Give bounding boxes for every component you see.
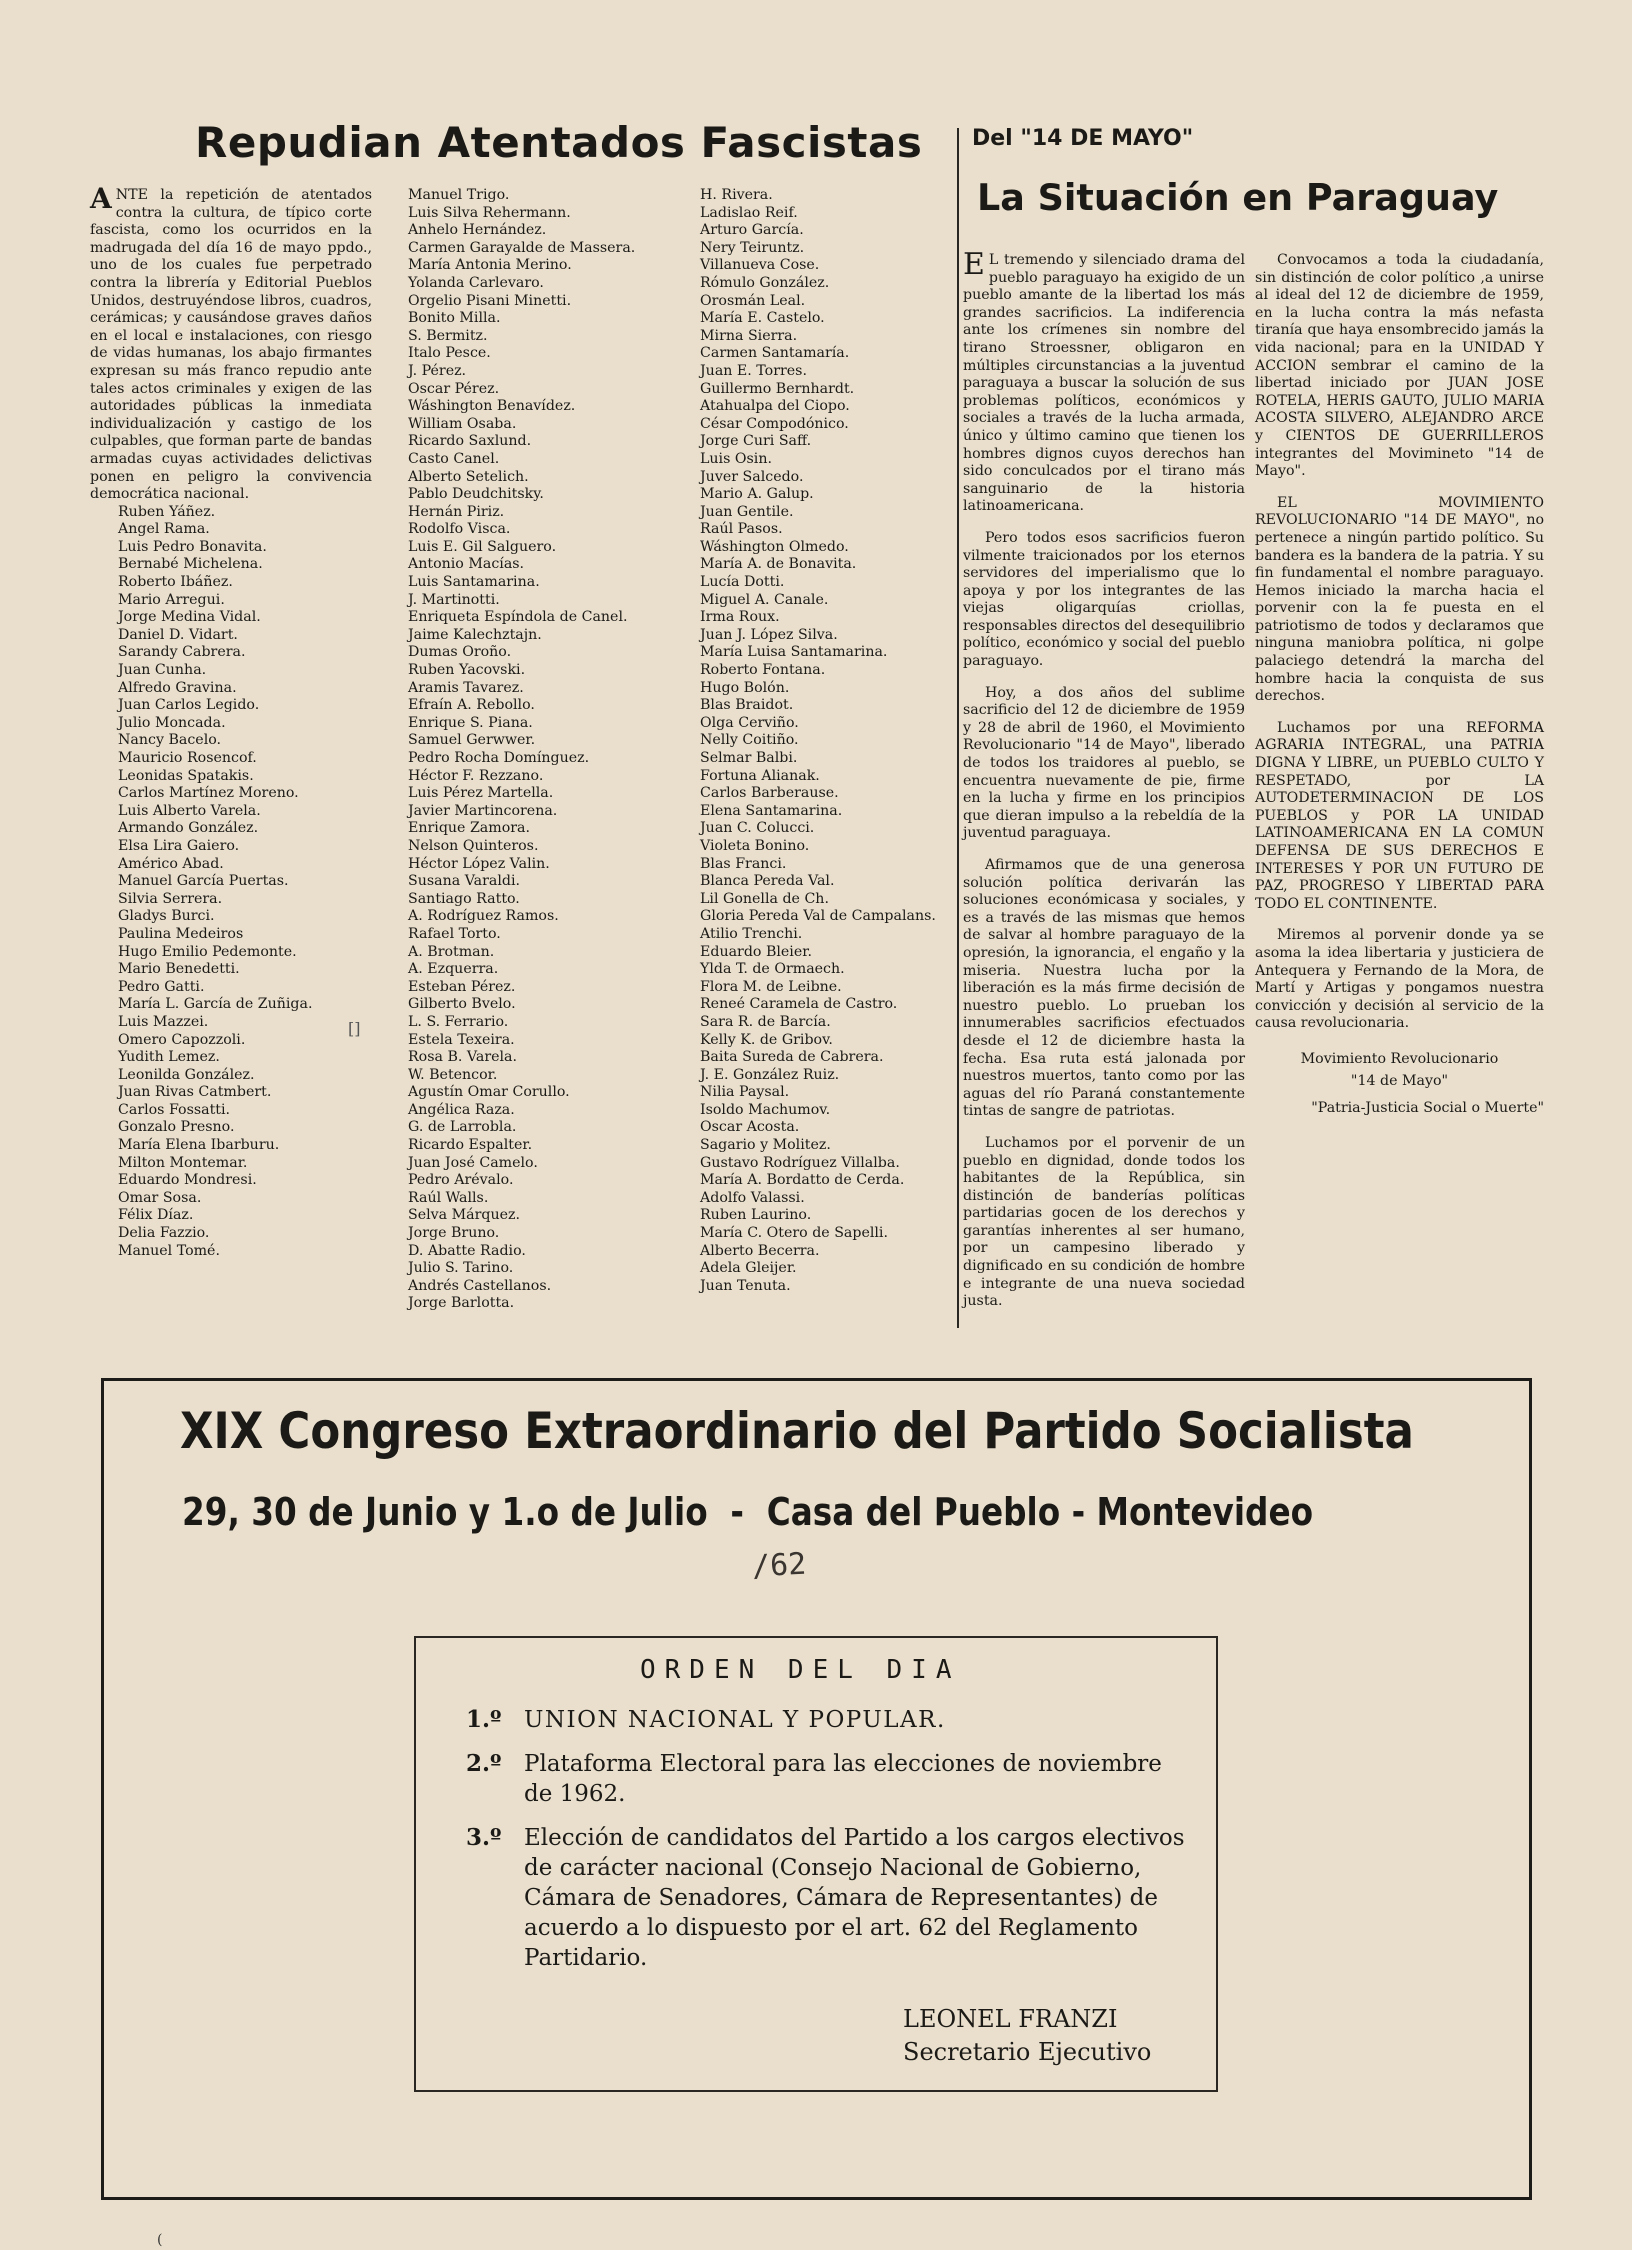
signatories-list-3 [700,187,936,1295]
signatory-name: María L. García de Zuñiga. [118,996,313,1013]
signatory-name: Orgelio Pisani Minetti. [408,292,572,309]
signatory-name: Enriqueta Espíndola de Canel. [408,609,628,626]
signatories-list-2 [408,187,635,1313]
signatory-name: Estela Texeira. [408,1031,515,1048]
signatory-name: Lucía Dotti. [700,574,785,591]
signatory-name: Fortuna Alianak. [700,767,820,784]
signatory-name: J. Pérez. [408,362,467,379]
signatory-name: Luis Alberto Varela. [118,802,261,819]
signatory-name: Luis Pérez Martella. [408,785,554,802]
signatory-name: Ricardo Espalter. [408,1137,533,1154]
signatory-name: Nancy Bacelo. [118,732,222,749]
signatory-name: Luis Pedro Bonavita. [118,538,267,555]
signatory-name: Gustavo Rodríguez Villalba. [700,1154,900,1171]
signatory-name: Orosmán Leal. [700,292,806,309]
signatory-name: Julio S. Tarino. [408,1260,514,1277]
signatory-name: Rodolfo Visca. [408,521,511,538]
signatory-name: Juan Carlos Legido. [118,697,260,714]
signatory-name: Carlos Martínez Moreno. [118,785,299,802]
signatory-name: Adolfo Valassi. [700,1189,805,1206]
signatory-name: Raúl Pasos. [700,521,783,538]
signatory-name: Ruben Yacovski. [408,662,526,679]
footer-mark: ( [157,2232,163,2248]
signatory-name: Américo Abad. [118,855,224,872]
signatory-name: Gloria Pereda Val de Campalans. [700,908,936,925]
signatory-name: Gonzalo Presno. [118,1119,235,1136]
signatory-name: Enrique Zamora. [408,820,531,837]
signatory-name: Manuel Tomé. [118,1242,220,1259]
signatory-name: Guillermo Bernhardt. [700,380,855,397]
article-b-paragraph-5: Luchamos por el porvenir de un pueblo en dignidad, donde todos los habitantes de la República, sin distinción de banderías políticas partidarias gocen de los derechos y garantías inherentes al ser humano, por un campesino liberado y dignificado en su condición de hombre e integrante de una nueva sociedad justa. [963,1134,1245,1310]
signatories-column-2 [408,187,635,1313]
signatory-name: Flora M. de Leibne. [700,978,842,995]
signatory-name: Elena Santamarina. [700,802,843,819]
signatory-name: Adela Gleijer. [700,1260,797,1277]
signatory-name: Italo Pesce. [408,345,491,362]
signatory-name: Yolanda Carlevaro. [408,274,544,291]
signatories-column-3 [700,187,936,1295]
stray-mark: [] [348,1019,361,1038]
signatory-name: Manuel Trigo. [408,187,510,203]
signatory-name: Susana Varaldi. [408,873,521,890]
signatory-name: Isoldo Machumov. [700,1101,831,1118]
signatory-name: Reneé Caramela de Castro. [700,996,898,1013]
signatory-name: William Osaba. [408,415,517,432]
signatory-name: A. Brotman. [408,943,495,960]
signatory-name: Violeta Bonino. [700,837,810,854]
signatory-name: Mario A. Galup. [700,486,814,503]
signatory-name: Pedro Rocha Domínguez. [408,750,590,766]
agenda-item [466,1705,1186,1735]
article-b-kicker: Del "14 DE MAYO" [972,126,1194,151]
signatory-name: Pedro Arévalo. [408,1172,514,1189]
signatory-name: Efraín A. Rebollo. [408,697,535,714]
signatory-name: Gladys Burci. [118,908,215,925]
signatory-name: María C. Otero de Sapelli. [700,1225,888,1242]
signatory-name: Ruben Yáñez. [118,503,216,520]
signatory-name: María Elena Ibarburu. [118,1137,280,1154]
signatory-name: Omero Capozzoli. [118,1031,246,1048]
article-b-paragraph-1: E L tremendo y silenciado drama del pueblo paraguayo ha exigido de un pueblo amante de la libertad los más grandes sacrificios. La indiferencia ante los crímenes sin nombre del tirano Stroessner, obligaron en múltiples circunstancias a la juventud paraguaya a buscar la solución de sus problemas políticos, económicos y sociales a través de la lucha armada, único y último camino que tienen los hombres dignos cuyos derechos han sido conculcados por el tirano más sanguinario de la historia latinoamericana. [963,247,1245,515]
signatory-name: Alberto Becerra. [700,1242,820,1259]
signatory-name: Roberto Fontana. [700,662,826,679]
signatory-name: Luis Silva Rehermann. [408,204,571,221]
signatory-name: Leonidas Spatakis. [118,767,254,784]
signatory-name: D. Abatte Radio. [408,1242,526,1259]
signatory-name: Juan Rivas Catmbert. [118,1084,272,1101]
signatory-name: Juan Cunha. [118,662,207,679]
signatory-name: Raúl Walls. [408,1189,489,1206]
agenda-item-text: Plataforma Electoral para las elecciones de noviembre de 1962. [524,1751,1162,1807]
signatory-name: Luis Osin. [700,450,772,467]
signatory-name: Sarandy Cabrera. [118,644,246,661]
signatory-name: Manuel García Puertas. [118,873,289,890]
signatory-name: Mirna Sierra. [700,327,798,344]
signatory-name: Milton Montemar. [118,1154,248,1171]
article-b-paragraph-8: Luchamos por una REFORMA AGRARIA INTEGRAL, una PATRIA DIGNA Y LIBRE, un PUEBLO CULTO Y RESPETADO, por LA AUTODETERMINACION DE LOS PUEBLOS y POR LA UNIDAD LATINOAMERICANA EN LA COMUN DEFENSA DE SUS DERECHOS E INTERESES Y POR UN FUTURO DE PAZ, PROGRESO Y LIBERTAD PARA TODO EL CONTINENTE. [1255,719,1544,912]
article-a-dropcap: A [90,182,112,215]
agenda-item [466,1749,1186,1809]
article-b-signature-line-2: "14 de Mayo" [1350,1072,1449,1089]
signatory-name: Alfredo Gravina. [118,679,237,696]
article-b-paragraph-7: EL MOVIMIENTO REVOLUCIONARIO "14 DE MAYO", no pertenece a ningún partido político. Su bandera es la bandera de la patria. Y su fin fundamental el nombre paraguayo. Hemos iniciado la marcha hacia el porvenir con la fe puesta en el patriotismo de todos y declaramos que ninguna maniobra política, ni golpe palaciego detendrá la marcha del hombre hacia la conquista de sus derechos. [1255,494,1544,705]
signatory-name: Carlos Fossatti. [118,1101,231,1118]
signatory-name: Juan José Camelo. [408,1154,538,1171]
signatory-name: Oscar Acosta. [700,1119,800,1136]
signatory-name: Julio Moncada. [118,714,226,731]
signatory-name: Olga Cerviño. [700,714,799,731]
signatory-name: Selva Márquez. [408,1207,521,1224]
agenda-item-text: UNION NACIONAL Y POPULAR. [524,1707,946,1733]
signatory-name: Bonito Milla. [408,310,501,327]
signatory-name: Félix Díaz. [118,1207,194,1224]
signatory-name: Enrique S. Piana. [408,714,533,731]
signatory-name: W. Betencor. [408,1066,498,1083]
signatory-name: María Antonia Merino. [408,257,572,274]
signatory-name: Anhelo Hernández. [408,222,547,239]
signatory-name: Wáshington Benavídez. [408,398,576,415]
signatory-name: Juan C. Colucci. [700,820,815,837]
signatory-name: Lil Gonella de Ch. [700,890,829,907]
signatory-name: S. Bermitz. [408,327,488,344]
signatory-name: Rafael Torto. [408,925,501,942]
signatory-name: Silvia Serrera. [118,890,223,907]
signatory-name: Paulina Medeiros [118,925,244,942]
signatory-name: Carmen Santamaría. [700,345,850,362]
signatory-name: Oscar Pérez. [408,380,500,397]
signatory-name: Wáshington Olmedo. [700,538,849,555]
article-b-paragraph-2: Pero todos esos sacrificios fueron vilmente traicionados por los eternos servidores del imperialismo que lo apoya y por los integrantes de las viejas oligarquías criollas, responsables directos del desequilibrio político, económico y social del pueblo paraguayo. [963,529,1245,670]
agenda-item-number: 2.º [466,1750,502,1777]
congress-subtitle: 29, 30 de Junio y 1.o de Julio - Casa del Pueblo - Montevideo [182,1490,1314,1534]
signatory-name: Gilberto Bvelo. [408,996,516,1013]
signatory-name: Mario Arregui. [118,591,225,608]
signatory-name: Hugo Emilio Pedemonte. [118,943,297,960]
signatory-name: Juan Tenuta. [700,1277,791,1294]
signatory-name: Nery Teiruntz. [700,239,805,256]
signatory-name: Ylda T. de Ormaech. [700,961,845,978]
signatory-name: Jorge Bruno. [408,1225,500,1242]
signatory-name: Elsa Lira Gaiero. [118,837,240,854]
article-a-intro-text: NTE la repetición de atentados contra la cultura, de típico corte fascista, como los ocurridos en la madrugada del día 16 de mayo ppdo., uno de los cuales fue perpetrado contra la librería y Editorial Pueblos Unidos, destruyéndose libros, cuadros, cerámicas; y causándose graves daños en el local e instalaciones, con riesgo de vidas humanas, los abajo firmantes expresan su más franco repudio ante tales actos criminales y exigen de las autoridades públicas la inmediata individualización y castigo de los culpables, que forman parte de bandas armadas cuyas actividades delictivas ponen en peligro la convivencia democrática nacional. [90,187,372,503]
signatory-name: Luis Mazzei. [118,1013,209,1030]
signatory-name: Andrés Castellanos. [408,1277,552,1294]
signatory-name: Carmen Garayalde de Massera. [408,239,636,256]
signatory-name: Yudith Lemez. [118,1049,220,1066]
signatory-name: Bernabé Michelena. [118,556,263,573]
signatory-name: A. Ezquerra. [408,961,499,978]
signer-title: Secretario Ejecutivo [903,2038,1152,2066]
signatory-name: L. S. Ferrario. [408,1013,509,1030]
signatory-name: Delia Fazzio. [118,1225,210,1242]
signatory-name: María A. de Bonavita. [700,556,857,573]
congress-title: XIX Congreso Extraordinario del Partido Socialista [180,1402,1414,1460]
agenda-title: ORDEN DEL DIA [640,1655,961,1685]
signatory-name: Hernán Piriz. [408,503,505,520]
signatory-name: Pedro Gatti. [118,978,205,995]
column-divider [957,128,959,1328]
agenda-item-number: 3.º [466,1824,502,1851]
signatory-name: Juver Salcedo. [700,468,804,485]
article-a-headline: Repudian Atentados Fascistas [195,118,923,167]
signatory-name: Omar Sosa. [118,1189,202,1206]
signatory-name: César Compodónico. [700,415,849,432]
article-b-column-2 [1255,252,1544,1118]
signatory-name: Agustín Omar Corullo. [408,1084,570,1101]
agenda-list [466,1705,1186,1987]
signatory-name: Héctor López Valin. [408,855,550,872]
signatory-name: Ladislao Reif. [700,204,798,221]
signatory-name: Angélica Raza. [408,1101,515,1118]
signatory-name: Alberto Setelich. [408,468,529,485]
signatory-name: Jorge Medina Vidal. [118,609,261,626]
signatory-name: Mario Benedetti. [118,961,240,978]
article-b-motto: "Patria-Justicia Social o Muerte" [1311,1100,1544,1117]
signatory-name: Santiago Ratto. [408,890,520,907]
signatory-name: Arturo García. [700,222,804,239]
signatory-name: Eduardo Bleier. [700,943,812,960]
article-b-signature-line-1: Movimiento Revolucionario [1300,1050,1499,1067]
signatory-name: Rómulo González. [700,274,830,291]
agenda-item-number: 1.º [466,1706,502,1733]
signatory-name: Nelly Coitiño. [700,732,799,749]
article-a-intro [90,182,372,1260]
signatory-name: Villanueva Cose. [700,257,820,274]
signatory-name: Dumas Oroño. [408,644,512,661]
signatory-name: María E. Castelo. [700,310,825,327]
signatory-name: H. Rivera. [700,187,773,203]
signatory-name: Angel Rama. [118,521,210,538]
signatory-name: Blas Braidot. [700,697,794,714]
signatory-name: Kelly K. de Gribov. [700,1031,833,1048]
signer-name: LEONEL FRANZI [903,2005,1118,2033]
signatory-name: J. Martinotti. [408,591,500,608]
signatory-name: Blas Franci. [700,855,787,872]
signatory-name: Atahualpa del Ciopo. [700,398,850,415]
signatory-name: María Luisa Santamarina. [700,644,888,661]
signatory-name: Daniel D. Vidart. [118,626,238,643]
signatory-name: A. Rodríguez Ramos. [408,908,559,925]
signatory-name: Leonilda González. [118,1066,255,1083]
signatory-name: Javier Martincorena. [408,802,558,819]
article-b-column-1 [963,247,1245,1325]
agenda-item [466,1823,1186,1973]
signatory-name: G. de Larrobla. [408,1119,517,1136]
signatory-name: Luis Santamarina. [408,574,540,591]
signatory-name: Mauricio Rosencof. [118,750,257,766]
signatory-name: Baita Sureda de Cabrera. [700,1049,884,1066]
signatory-name: Héctor F. Rezzano. [408,767,544,784]
signatory-name: Pablo Deudchitsky. [408,486,544,503]
signatory-name: Esteban Pérez. [408,978,516,995]
article-b-paragraph-4: Afirmamos que de una generosa solución política derivarán las soluciones económicasa y sociales, y es a través de las mismas que hemos de salvar al hombre paraguayo de la opresión, la ignorancia, el engaño y la miseria. Nuestra lucha por la liberación es la más firme decisión de nuestro pueblo. Lo prueban los innumerables sacrificios efectuados desde el 12 de diciembre hasta la fecha. Esa ruta está jalonada por nuestros muertos, tanto como por las aguas del río Paraná constantemente tintas de sangre de patriotas. [963,857,1245,1120]
signatory-name: Armando González. [118,820,259,837]
agenda-signer [903,2003,1151,2069]
signatory-name: Irma Roux. [700,609,780,626]
article-b-paragraph-6: Convocamos a toda la ciudadanía, sin distinción de color político ,a unirse al ideal del 12 de diciembre de 1959, en la lucha contra la más nefasta tiranía que haya ensombrecido jamás la vida nacional; para en la UNIDAD Y ACCION sembrar el camino de la libertad iniciado por JUAN JOSE ROTELA, HERIS GAUTO, JULIO MARIA ACOSTA SILVERO, ALEJANDRO ARCE y CIENTOS DE GUERRILLEROS integrantes del Movimineto "14 de Mayo". [1255,252,1544,480]
signatory-name: Nilia Paysal. [700,1084,790,1101]
signatories-list-1 [118,504,372,1261]
signatory-name: Hugo Bolón. [700,679,790,696]
signatory-name: Juan Gentile. [700,503,794,520]
signatory-name: Juan E. Torres. [700,362,807,379]
signatory-name: Jorge Barlotta. [408,1295,515,1312]
signatory-name: J. E. González Ruiz. [700,1066,840,1083]
signatory-name: Eduardo Mondresi. [118,1172,257,1189]
signatory-name: Antonio Macías. [408,556,525,573]
signatory-name: Miguel A. Canale. [700,591,829,608]
signatory-name: Sara R. de Barcía. [700,1013,831,1030]
signatory-name: Juan J. López Silva. [700,626,838,643]
signatory-name: María A. Bordatto de Cerda. [700,1172,905,1189]
agenda-item-text: Elección de candidatos del Partido a los cargos electivos de carácter nacional (Consejo Nacional de Gobierno, Cámara de Senadores, Cámara de Representantes) de acuerdo a lo dispuesto por el art. 62 del Reglamento Partidario. [524,1825,1185,1971]
article-b-headline: La Situación en Paraguay [977,176,1499,219]
signatory-name: Nelson Quinteros. [408,837,539,854]
article-b-paragraph-9: Miremos al porvenir donde ya se asoma la idea libertaria y justiciera de Antequera y Fernando de la Mora, de Martí y Artigas y pongamos nuestra convicción y decisión al servicio de la causa revolucionaria. [1255,927,1544,1032]
signatory-name: Casto Canel. [408,450,500,467]
article-b-dropcap: E [963,247,985,282]
article-b-paragraph-3: Hoy, a dos años del sublime sacrificio del 12 de diciembre de 1959 y 28 de abril de 1960, el Movimiento Revolucionario "14 de Mayo", liberado de todos los traidores al pueblo, se encuentra nuevamente de pie, firme en la lucha y firme en los principios que dieran impulso a la rebeldía de la juventud paraguaya. [963,684,1245,842]
signatory-name: Roberto Ibáñez. [118,574,233,591]
signatory-name: Ricardo Saxlund. [408,433,532,450]
signatory-name: Carlos Barberause. [700,785,839,802]
signatory-name: Selmar Balbi. [700,750,798,766]
signatory-name: Rosa B. Varela. [408,1049,518,1066]
signatory-name: Samuel Gerwwer. [408,732,536,749]
signatory-name: Aramis Tavarez. [408,679,524,696]
handwritten-note: /62 [751,1546,808,1585]
signatory-name: Jorge Curi Saff. [700,433,812,450]
signatory-name: Sagario y Molitez. [700,1137,831,1154]
signatory-name: Ruben Laurino. [700,1207,812,1224]
signatory-name: Jaime Kalechztajn. [408,626,542,643]
signatory-name: Atilio Trenchi. [700,925,803,942]
signatory-name: Blanca Pereda Val. [700,873,835,890]
signatory-name: Luis E. Gil Salguero. [408,538,557,555]
